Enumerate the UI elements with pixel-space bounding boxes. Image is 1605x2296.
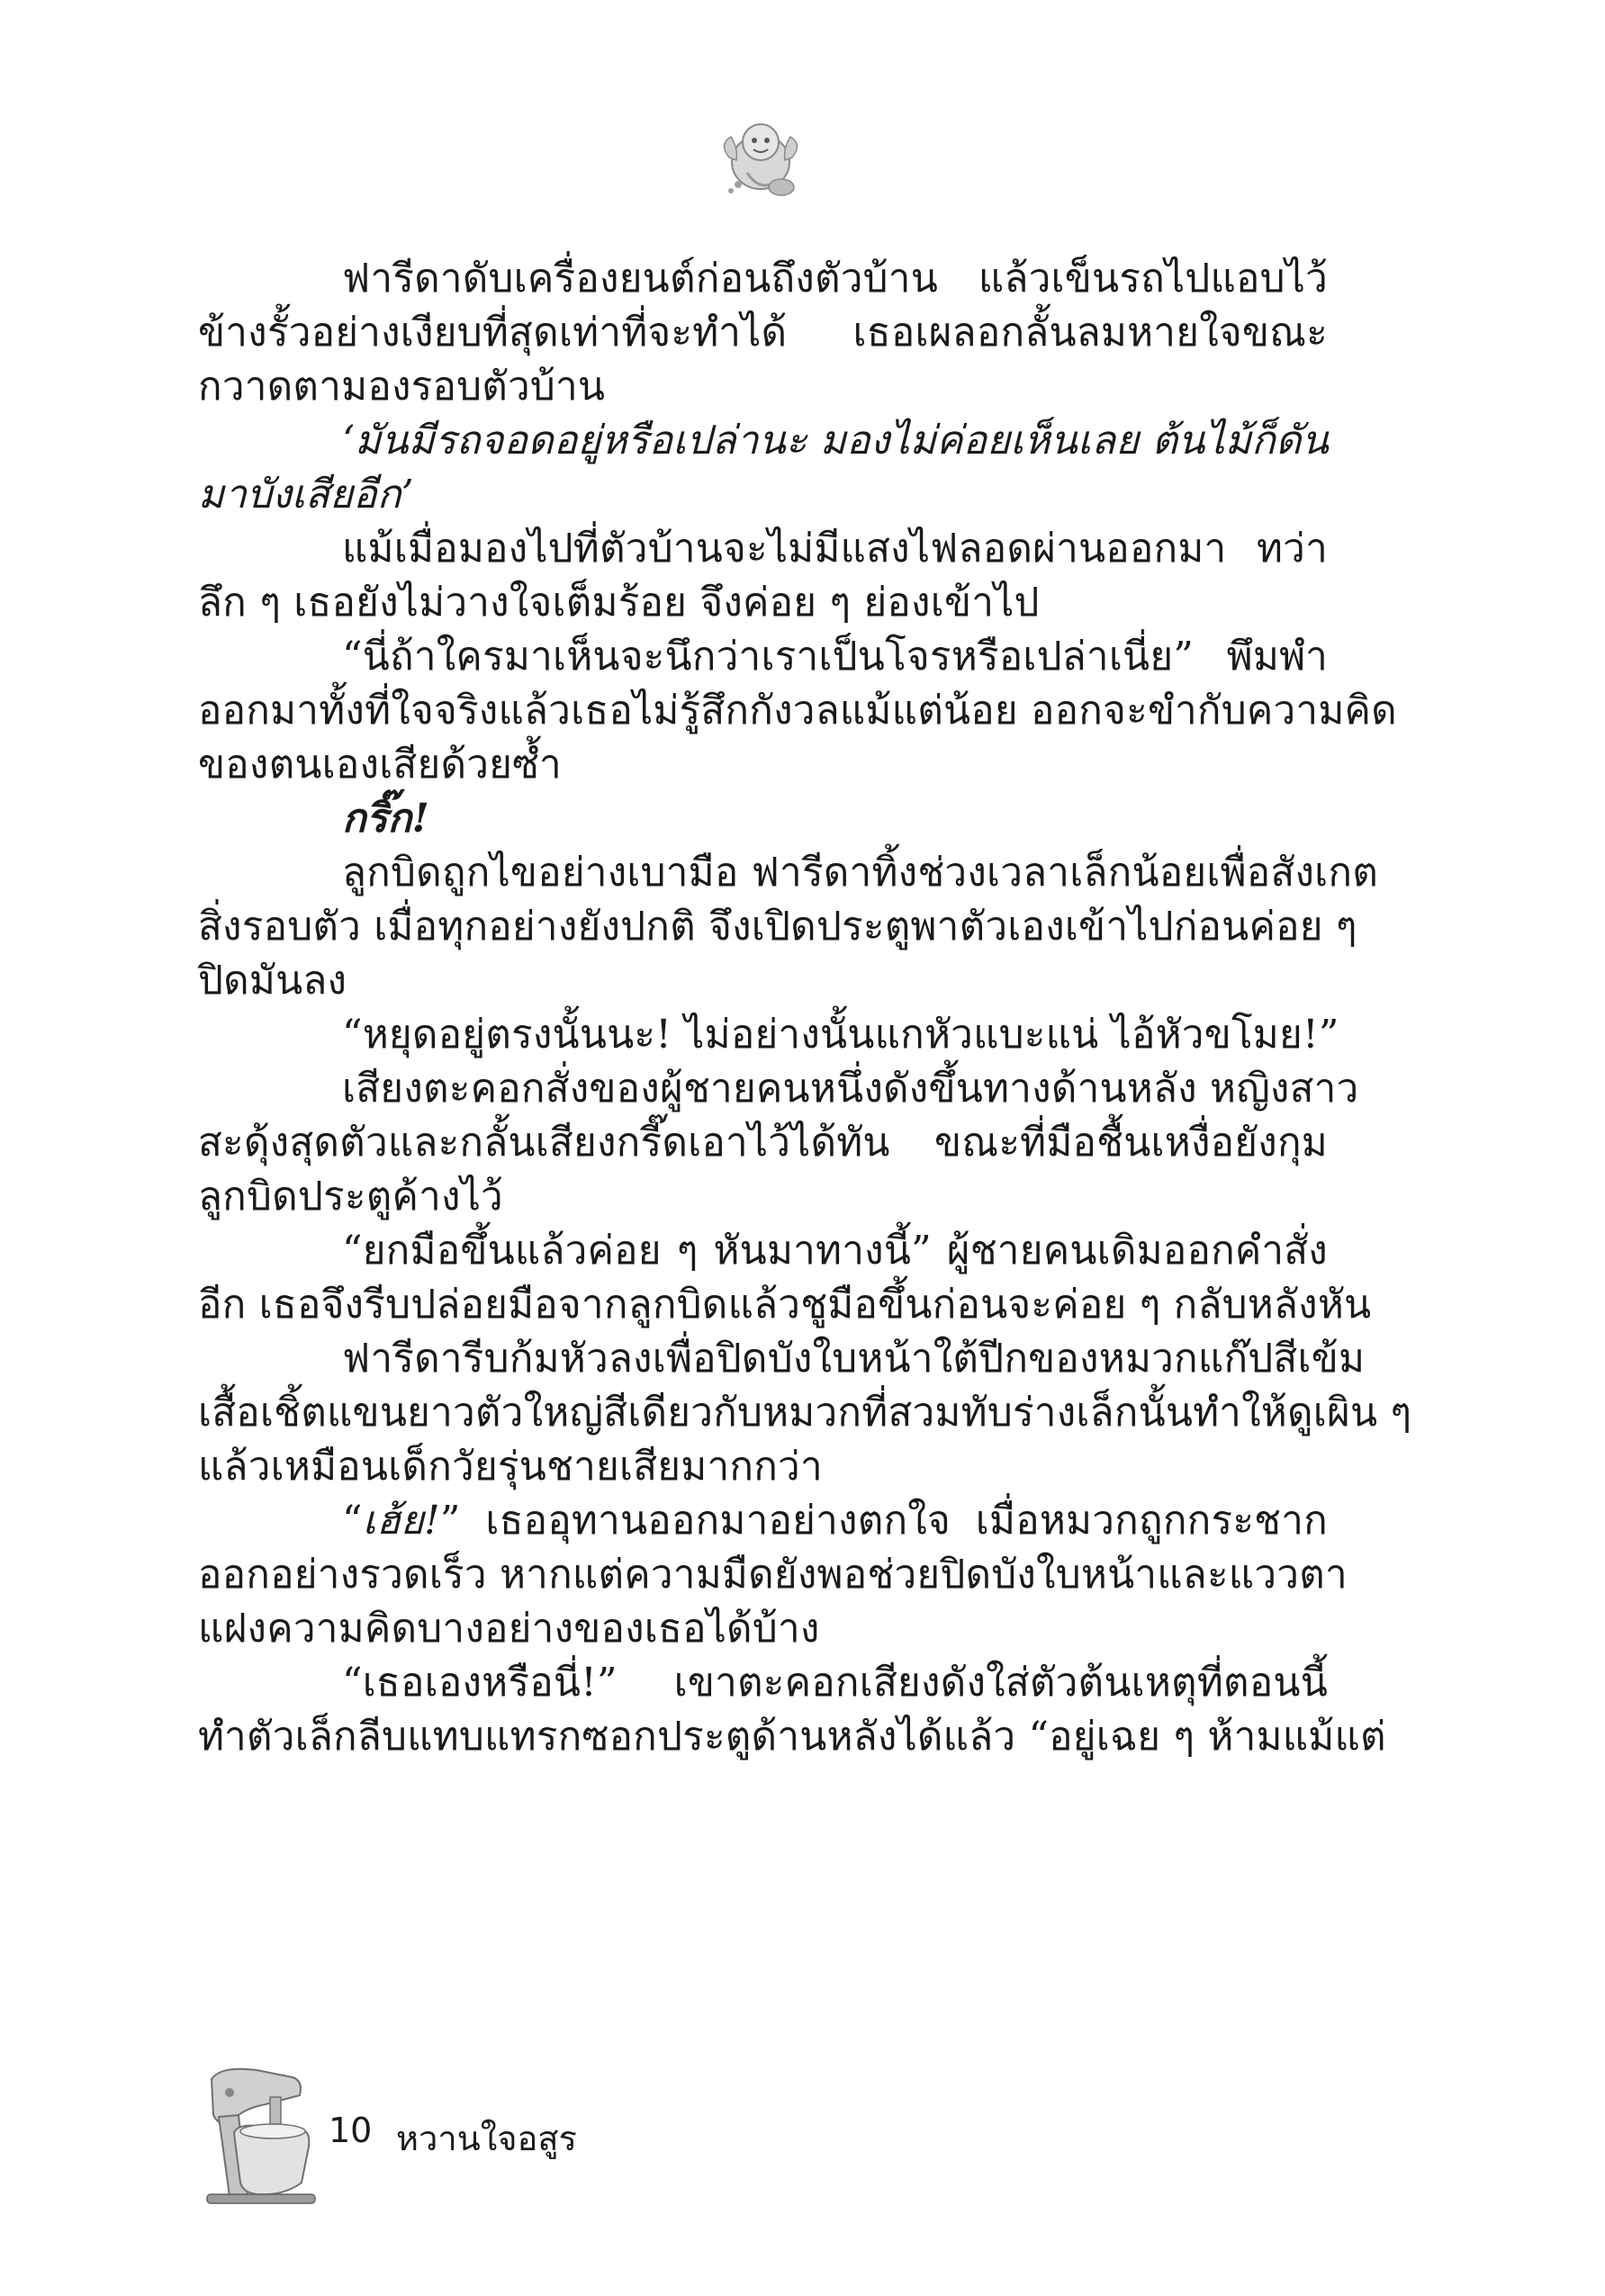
text-line: กวาดตามองรอบตัวบ้าน — [198, 364, 606, 410]
text-line — [198, 1494, 1328, 1548]
text-line: ข้างรั้วอย่างเงียบที่สุดเท่าที่จะทำได้ เธอเผลอกลั้นลมหายใจขณะ — [198, 310, 1328, 356]
text-line: “หยุดอยู่ตรงนั้นนะ! ไม่อย่างนั้นแกหัวแบะแน่ ไอ้หัวขโมย!” — [342, 1012, 1339, 1058]
text-line: สะดุ้งสุดตัวและกลั้นเสียงกรี๊ดเอาไว้ได้ทัน ขณะที่มือชื้นเหงื่อยังกุม — [198, 1120, 1328, 1166]
text-line: “เธอเองหรือนี่!” เขาตะคอกเสียงดังใส่ตัวต้นเหตุที่ตอนนี้ — [342, 1660, 1328, 1706]
text-line: อีก เธอจึงรีบปล่อยมือจากลูกบิดแล้วชูมือขึ้นก่อนจะค่อย ๆ กลับหลังหัน — [198, 1282, 1372, 1328]
text-line: “ยกมือขึ้นแล้วค่อย ๆ หันมาทางนี้” ผู้ชายคนเดิมออกคำสั่ง — [342, 1228, 1328, 1274]
text-line: ของตนเองเสียด้วยซ้ำ — [198, 742, 562, 788]
text-line: ลูกบิดถูกไขอย่างเบามือ ฟารีดาทิ้งช่วงเวลาเล็กน้อยเพื่อสังเกต — [342, 850, 1379, 896]
body-text — [198, 252, 1412, 1764]
text-line: ฟารีดาดับเครื่องยนต์ก่อนถึงตัวบ้าน แล้วเข็นรถไปแอบไว้ — [342, 256, 1328, 302]
text-line: ‘มันมีรถจอดอยู่หรือเปล่านะ มองไม่ค่อยเห็นเลย ต้นไม้ก็ดัน — [342, 418, 1329, 464]
text-line: แล้วเหมือนเด็กวัยรุ่นชายเสียมากกว่า — [198, 1444, 823, 1490]
text-line: ฟารีดารีบก้มหัวลงเพื่อปิดบังใบหน้าใต้ปีกของหมวกแก๊ปสีเข้ม — [342, 1336, 1366, 1382]
text-line: ออกมาทั้งที่ใจจริงแล้วเธอไม่รู้สึกกังวลแม้แต่น้อย ออกจะขำกับความคิด — [198, 688, 1397, 734]
page-footer — [194, 2061, 734, 2205]
text-line: สิ่งรอบตัว เมื่อทุกอย่างยังปกติ จึงเปิดประตูพาตัวเองเข้าไปก่อนค่อย ๆ — [198, 904, 1357, 950]
text-line: เสียงตะคอกสั่งของผู้ชายคนหนึ่งดังขึ้นทางด้านหลัง หญิงสาว — [342, 1066, 1359, 1112]
text-line: “นี่ถ้าใครมาเห็นจะนึกว่าเราเป็นโจรหรือเปล่าเนี่ย” พึมพำ — [342, 634, 1328, 680]
text-line: ทำตัวเล็กลีบแทบแทรกซอกประตูด้านหลังได้แล้ว “อยู่เฉย ๆ ห้ามแม้แต่ — [198, 1714, 1386, 1760]
text-line: กริ๊ก! — [342, 796, 430, 842]
book-title: หวานใจอสูร — [396, 2119, 577, 2158]
text-line: ปิดมันลง — [198, 958, 347, 1004]
text-line: แฝงความคิดบางอย่างของเธอได้บ้าง — [198, 1606, 820, 1652]
text-line: ลูกบิดประตูค้างไว้ — [198, 1174, 503, 1220]
text-line: มาบังเสียอีก’ — [198, 472, 414, 518]
text-span: ” เธออุทานออกมาอย่างตกใจ เมื่อหมวกถูกกระชาก — [439, 1498, 1328, 1544]
stand-mixer-icon — [194, 2061, 320, 2205]
text-line: เสื้อเชิ้ตแขนยาวตัวใหญ่สีเดียวกับหมวกที่สวมทับร่างเล็กนั้นทำให้ดูเผิน ๆ — [198, 1390, 1412, 1436]
text-line: แม้เมื่อมองไปที่ตัวบ้านจะไม่มีแสงไฟลอดผ่านออกมา ทว่า — [342, 526, 1328, 572]
text-line: ลึก ๆ เธอยังไม่วางใจเต็มร้อย จึงค่อย ๆ ย่องเข้าไป — [198, 580, 1040, 626]
page-number: 10 — [329, 2111, 373, 2150]
text-span: เฮ้ย! — [362, 1498, 440, 1544]
text-line: ออกอย่างรวดเร็ว หากแต่ความมืดยังพอช่วยปิดบังใบหน้าและแววตา — [198, 1552, 1348, 1598]
text-span: “ — [342, 1498, 363, 1544]
cartoon-cupid-ornament-icon — [711, 108, 810, 207]
